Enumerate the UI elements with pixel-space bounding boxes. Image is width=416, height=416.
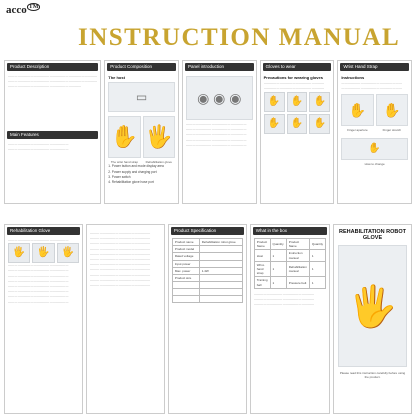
panel-header: Product Description: [7, 63, 98, 71]
product-description-panel: Product Description ………………………………………………………………………… ………………………………………………………………………… …………………………………………………………… Main Features ………………………………………………… …………………………………………………: [4, 60, 101, 204]
box-row: Host 1 Instruction manual 1: [254, 250, 325, 261]
manual-row-bottom: [4, 224, 412, 414]
panel-header: Rehabilitation Glove: [7, 227, 80, 235]
wrist-hand-strap-panel: Wrist Hand Strap Instructions ………………………………………………… ………………………………………………… ✋ ✋ Finger aperture Finger stretch ✋ How to change: [337, 60, 412, 204]
robot-glove-image: 🖐: [338, 245, 407, 367]
box-row: Wrist-hand strap 1 Rehabilitation manual 1: [254, 261, 325, 277]
brand-panel: REHABILITATION ROBOT GLOVE 🖐 Please read this instruction carefully before using the product.: [333, 224, 412, 414]
spec-row: Product name Rehabilitation robot glove: [172, 239, 242, 246]
manual-row-top: [4, 60, 412, 204]
rehab-glove-image: 🖐: [143, 116, 175, 158]
product-specification-panel: [168, 224, 247, 414]
glove-image: 🖐: [8, 243, 30, 263]
panel-header: Wrist Hand Strap: [340, 63, 409, 71]
step-image: ✋: [287, 92, 308, 112]
panel-header: What in the box: [253, 227, 327, 235]
spec-row: Max. power 1.4W: [172, 267, 242, 274]
finger-aperture-image: ✋: [341, 94, 373, 126]
spec-row: Input power: [172, 260, 242, 267]
spec-row: [172, 282, 242, 289]
control-panel-image: ◉ ◉ ◉: [186, 76, 253, 120]
spec-row: [172, 289, 242, 296]
glove-image: 🖐: [32, 243, 54, 263]
box-row: Training ball 1 Pressure belt 1: [254, 277, 325, 288]
features-header: Main Features: [7, 131, 98, 139]
product-composition-panel: Product Composition The host ▭ ✋ 🖐 The wrist hand strap Rehabilitation glove 1. Power button and mode display area 2. Power supply and charging port 3. Power switch 4. Rehabilitation glove hose port: [104, 60, 179, 204]
rehabilitation-glove-panel: Rehabilitation Glove ………………………………………………… 🖐 🖐 🖐 ………………………………………………… ………………………………………………… ………………………………………………… ………………………………………………… ………………………………………………… ………………………………………………… ………………………………………………… …………………………………………………: [4, 224, 83, 414]
glove-image: 🖐: [57, 243, 79, 263]
page-title: INSTRUCTION MANUAL: [78, 24, 401, 51]
in-box-panel: What in the box Product Name Quantity Product Name Quantity Host 1 Instruction manual 1 Wrist-hand strap 1 Rehabilitation manual 1 Training ball 1 Pressure belt 1 ………………………………………………… ………………………………………………… …………………………………………………: [250, 224, 330, 414]
spec-row: Product size: [172, 275, 242, 282]
step-image: ✋: [309, 92, 330, 112]
wrist-strap-image: ✋: [108, 116, 140, 158]
gloves-to-wear-panel: Gloves to wear Precautions for wearing gloves ………………………………………………… ………………………………………………… ✋ ✋ ✋ ✋ ✋ ✋: [260, 60, 335, 204]
finger-stretch-image: ✋: [376, 94, 408, 126]
panel-header: Gloves to wear: [263, 63, 332, 71]
host-device-image: ▭: [108, 82, 175, 112]
panel-header: Panel introduction: [185, 63, 254, 71]
spec-table: [172, 238, 243, 303]
usage-instructions-panel: ………………………………………………… ………………………………………………… ………………………………………………… ………………………………………………… ………………………………………………… ………………………………………………… ………………………………………………… ………………………………………………… ………………………………………………… ………………………………………………… …………………………………………………: [86, 224, 165, 414]
spec-row: [172, 296, 242, 303]
change-image: ✋: [341, 138, 408, 160]
panel-introduction-panel: Panel introduction ◉ ◉ ◉ ………………………………………………… ………………………………………………… ………………………………………………… ………………………………………………… …………………………………………………: [182, 60, 257, 204]
panel-header: Product Specification: [171, 227, 244, 235]
spec-row: Product model: [172, 246, 242, 253]
spec-row: Rated voltage: [172, 253, 242, 260]
brand-logo: acco ™: [6, 4, 39, 16]
step-image: ✋: [309, 114, 330, 134]
step-image: ✋: [264, 92, 285, 112]
product-title: REHABILITATION ROBOT GLOVE: [339, 229, 407, 241]
step-image: ✋: [287, 114, 308, 134]
box-table: Product Name Quantity Product Name Quantity Host 1 Instruction manual 1 Wrist-hand strap 1 Rehabilitation manual 1 Training ball 1 Pressure belt 1: [254, 238, 326, 289]
panel-header: Product Composition: [107, 63, 176, 71]
step-image: ✋: [264, 114, 285, 134]
